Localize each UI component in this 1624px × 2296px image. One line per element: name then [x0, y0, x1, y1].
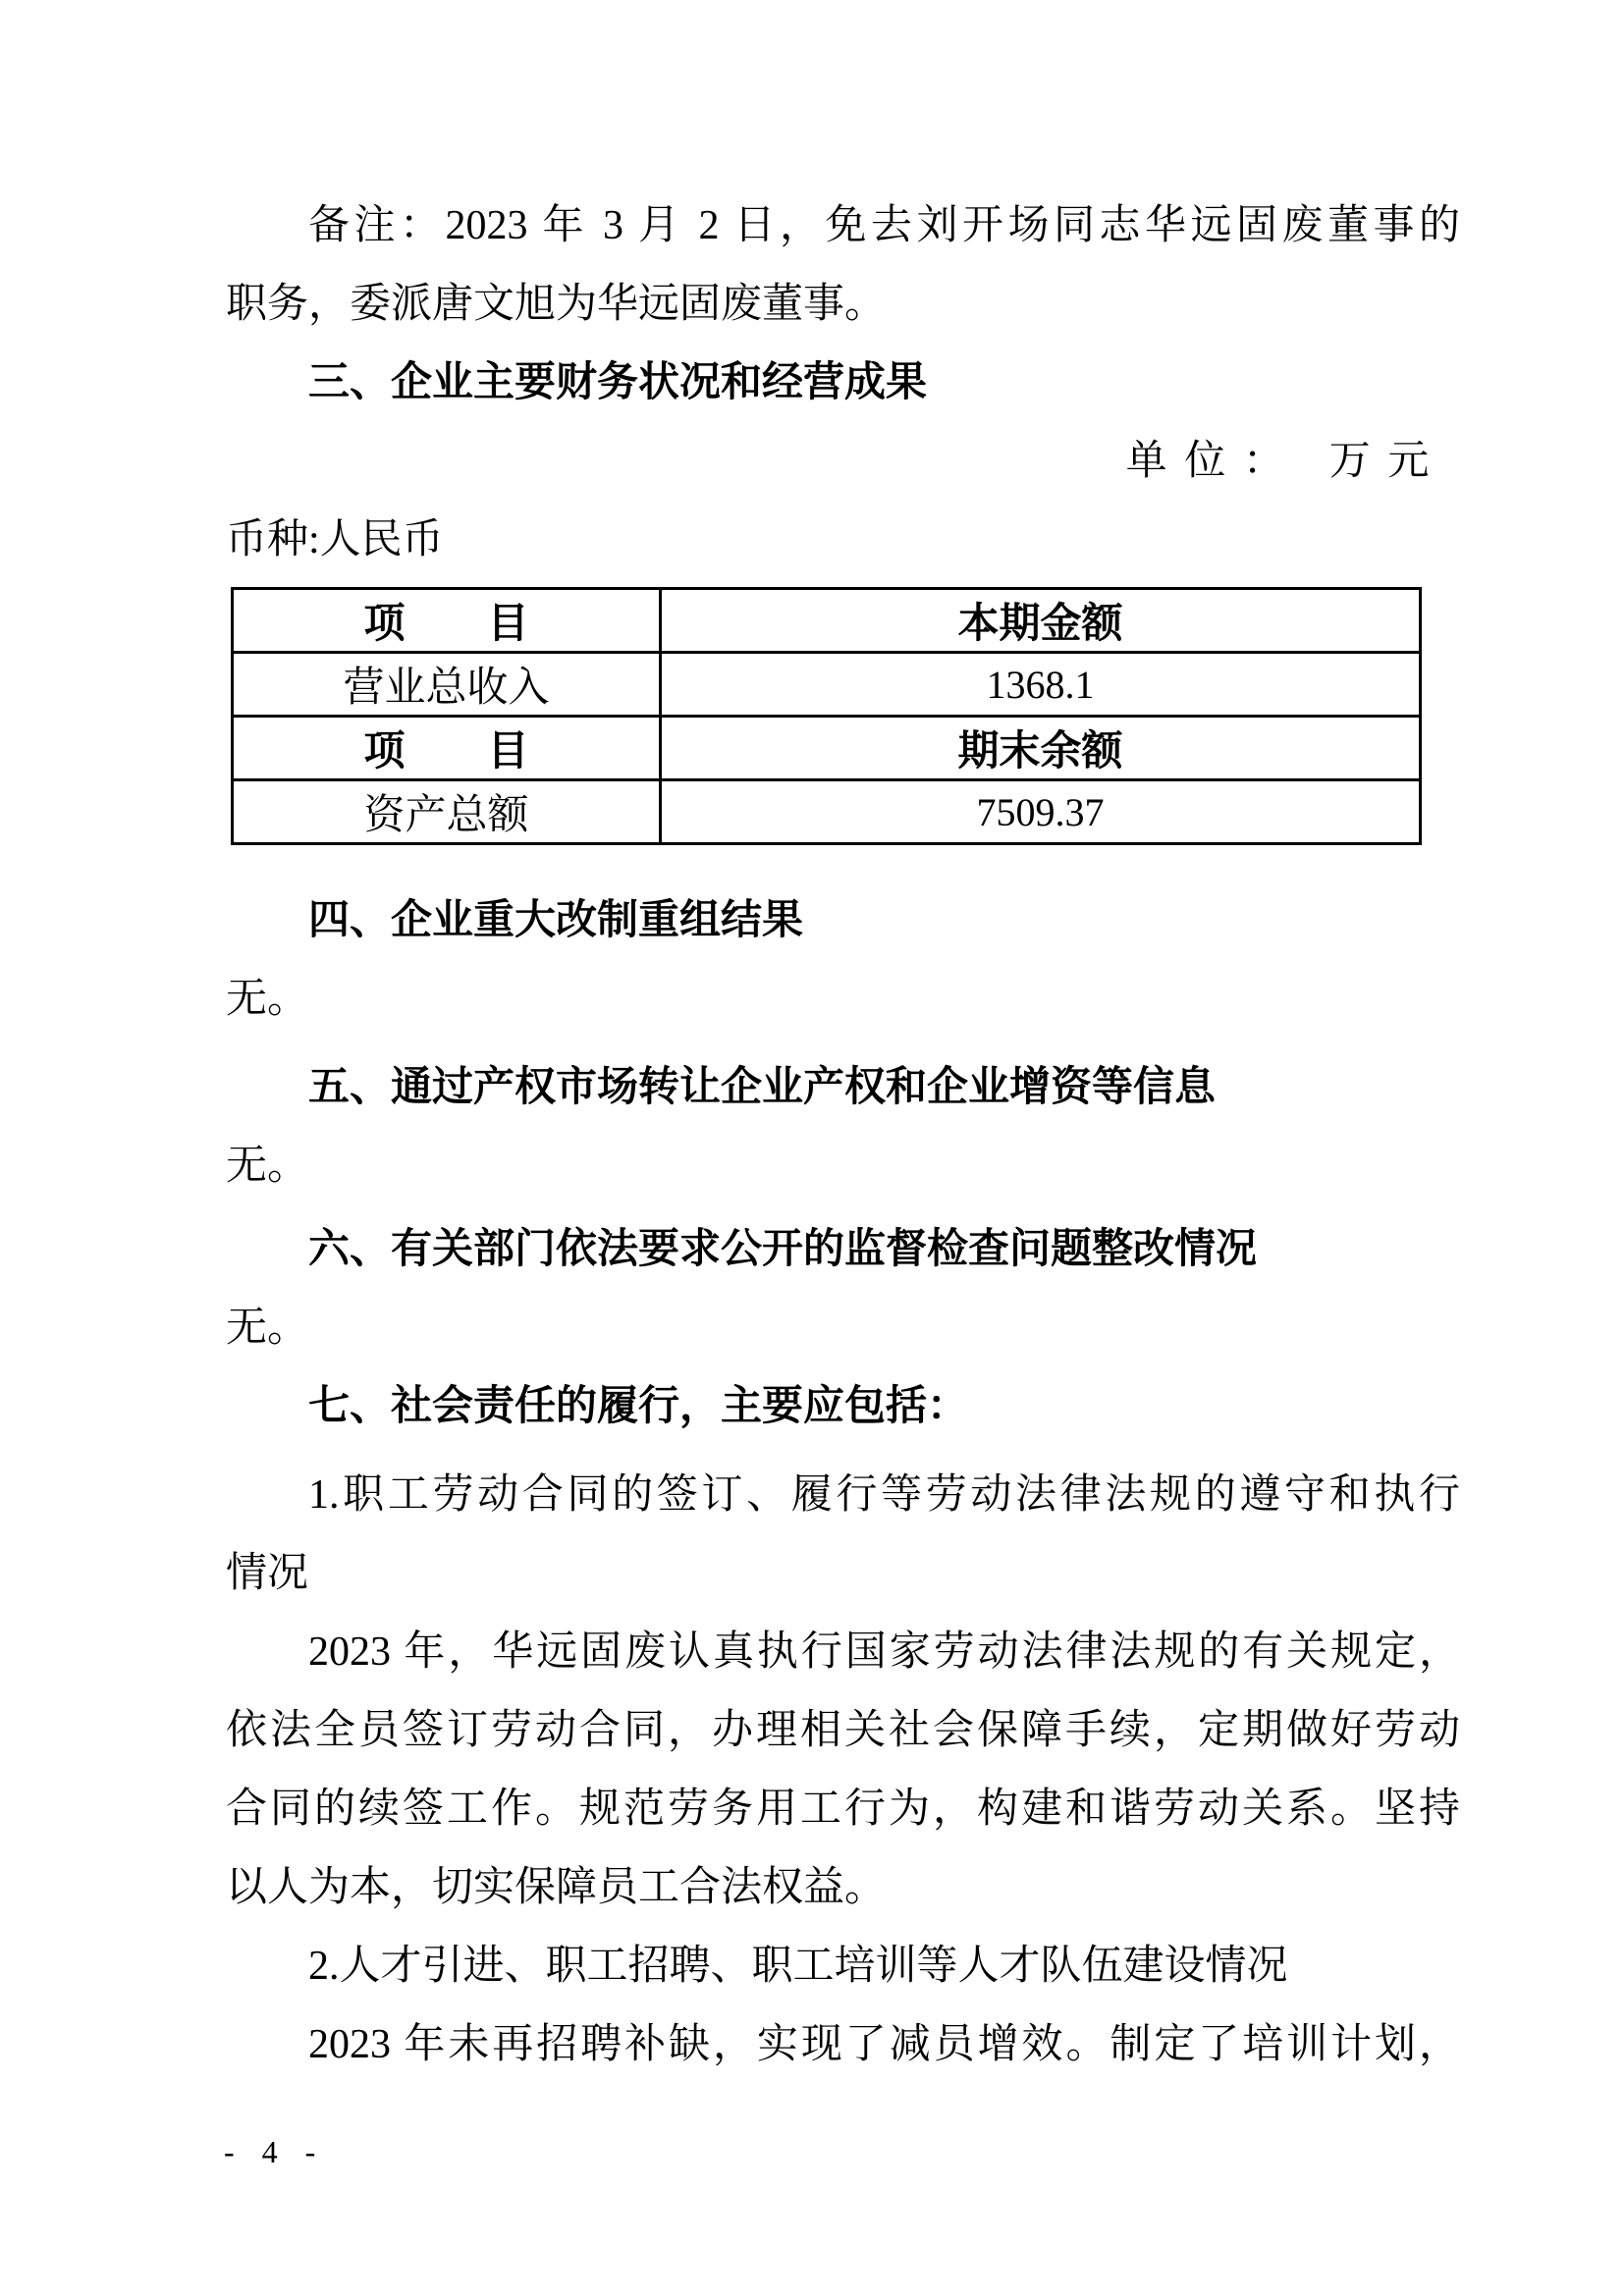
table-cell-value-header-1: 本期金额	[661, 589, 1421, 653]
table-cell-revenue-label: 营业总收入	[233, 653, 661, 717]
note-line-1: 备注：2023 年 3 月 2 日，免去刘开场同志华远固废董事的	[308, 203, 1460, 248]
item-2-title: 2.人才引进、职工招聘、职工培训等人才队伍建设情况	[308, 1944, 1288, 1989]
document-body	[226, 187, 1460, 2084]
section-6-content: 无。	[226, 1306, 309, 1351]
section-5-content: 无。	[226, 1144, 309, 1189]
section-3-heading: 三、企业主要财务状况和经营成果	[308, 360, 928, 405]
item-1-paragraph-line-1: 2023 年，华远固废认真执行国家劳动法律法规的有关规定，	[308, 1629, 1460, 1675]
item-1-paragraph-line-4: 以人为本，切实保障员工合法权益。	[226, 1865, 887, 1910]
item-1-paragraph-line-2: 依法全员签订劳动合同，办理相关社会保障手续，定期做好劳动	[226, 1708, 1460, 1753]
table-row-revenue	[233, 653, 1421, 717]
table-cell-assets-value: 7509.37	[661, 780, 1421, 844]
item-1-title-line-1: 1.职工劳动合同的签订、履行等劳动法律法规的遵守和执行	[308, 1472, 1460, 1518]
section-5-heading: 五、通过产权市场转让企业产权和企业增资等信息	[308, 1065, 1217, 1110]
table-cell-item-header-2: 项 目	[233, 717, 661, 780]
section-4-content: 无。	[226, 977, 309, 1022]
section-4-heading: 四、企业重大改制重组结果	[308, 898, 804, 943]
table-cell-revenue-value: 1368.1	[661, 653, 1421, 717]
table-cell-assets-label: 资产总额	[233, 780, 661, 844]
financial-table	[231, 587, 1422, 845]
currency-note: 币种:人民币	[226, 517, 444, 562]
item-2-paragraph-line-1: 2023 年未再招聘补缺，实现了减员增效。制定了培训计划，	[308, 2022, 1460, 2067]
unit-note: 单位： 万元	[1125, 439, 1446, 484]
table-row-assets	[233, 780, 1421, 844]
table-row-header-2	[233, 717, 1421, 780]
section-6-heading: 六、有关部门依法要求公开的监督检查问题整改情况	[308, 1227, 1258, 1272]
table-row-header-1	[233, 589, 1421, 653]
item-1-title-line-2: 情况	[226, 1551, 309, 1596]
table-cell-value-header-2: 期末余额	[661, 717, 1421, 780]
page-number: - 4 -	[224, 2134, 326, 2169]
section-7-heading: 七、社会责任的履行，主要应包括：	[308, 1384, 969, 1429]
table-cell-item-header-1: 项 目	[233, 589, 661, 653]
item-1-paragraph-line-3: 合同的续签工作。规范劳务用工行为，构建和谐劳动关系。坚持	[226, 1787, 1460, 1832]
note-line-2: 职务，委派唐文旭为华远固废董事。	[226, 282, 887, 327]
